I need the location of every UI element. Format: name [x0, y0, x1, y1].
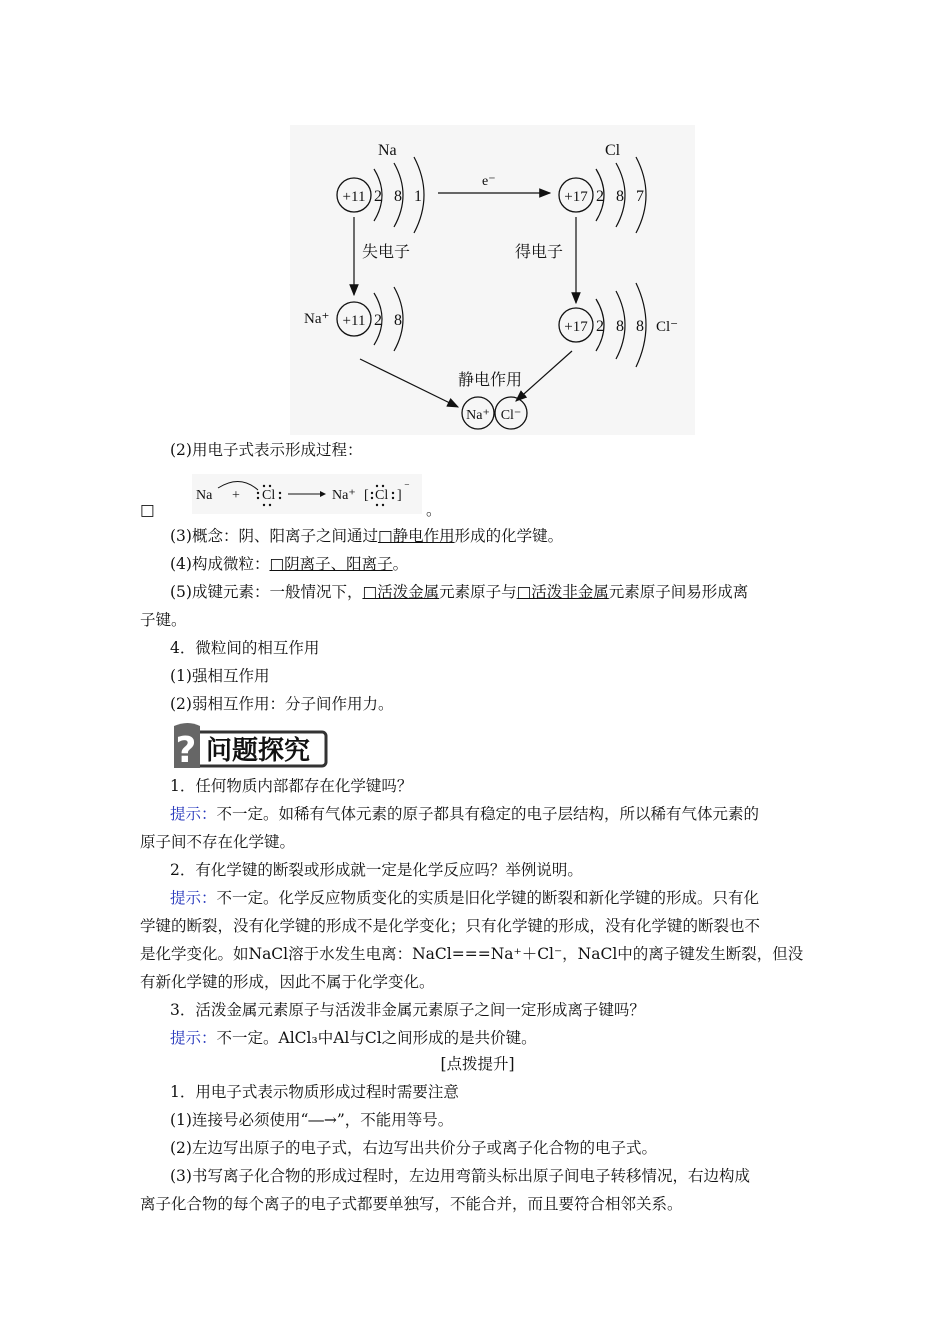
attraction-label: 静电作用 — [458, 372, 523, 389]
product-cl: Cl⁻ — [500, 408, 522, 423]
na-nucleus-charge: +11 — [342, 189, 366, 205]
section-4-particles: (4)构成微粒：□阴离子、阳离子。 — [170, 555, 409, 573]
banner-title: 问题探究 — [206, 736, 311, 766]
gain-electron-label: 得电子 — [515, 244, 564, 261]
svg-text:+: + — [232, 488, 240, 503]
section-5-cont: 子键。 — [140, 611, 187, 629]
answer-2-line-3: 是化学变化。如NaCl溶于水发生电离：NaCl===Na⁺＋Cl⁻，NaCl中的离子键发生断裂，但没 — [140, 945, 804, 963]
lose-electron-label: 失电子 — [362, 244, 411, 261]
section-2-heading: (2)用电子式表示形成过程： — [170, 441, 363, 459]
cl-nucleus-charge: +17 — [564, 189, 588, 205]
cl-shell-1: 2 — [596, 188, 604, 205]
answer-box: □ — [140, 501, 155, 519]
na-ion-charge: +11 — [342, 313, 366, 329]
svg-text:Na⁺: Na⁺ — [332, 488, 356, 503]
na-ion-shell-2: 8 — [394, 312, 402, 329]
cl-ion-shell-1: 2 — [596, 318, 604, 335]
question-1: 1．任何物质内部都存在化学键吗？ — [170, 777, 413, 795]
electron-label: e⁻ — [482, 174, 496, 189]
section-3-concept: (3)概念：阴、阳离子之间通过□静电作用形成的化学键。 — [170, 527, 564, 545]
svg-text:]: ] — [397, 488, 402, 503]
na-shell-1: 2 — [374, 188, 382, 205]
answer-3: 提示：不一定。AlCl₃中Al与Cl之间形成的是共价键。 — [170, 1029, 537, 1047]
tip-heading: [点拨提升] — [440, 1055, 515, 1073]
svg-text:Na: Na — [196, 488, 213, 503]
svg-text:[: [ — [364, 488, 369, 503]
cl-ion-symbol: Cl⁻ — [656, 319, 679, 335]
question-2: 2．有化学键的断裂或形成就一定是化学反应吗？举例说明。 — [170, 861, 583, 879]
section-5-elements: (5)成键元素：一般情况下，□活泼金属元素原子与□活泼非金属元素原子间易形成离 — [170, 583, 749, 601]
question-3: 3．活泼金属元素原子与活泼非金属元素原子之间一定形成离子键吗？ — [170, 1001, 645, 1019]
item-4-2: (2)弱相互作用：分子间作用力。 — [170, 695, 394, 713]
answer-1-line-2: 原子间不存在化学键。 — [140, 833, 296, 851]
formula-end: 。 — [426, 501, 442, 519]
tip-1-3-line-2: 离子化合物的每个离子的电子式都要单独写，不能合并，而且要符合相邻关系。 — [140, 1195, 683, 1213]
tip-1-1: (1)连接号必须使用“―→”，不能用等号。 — [170, 1111, 454, 1129]
answer-2-line-2: 学键的断裂，没有化学键的形成不是化学变化；只有化学键的形成，没有化学键的断裂也不 — [140, 917, 761, 935]
na-ion-shell-1: 2 — [374, 312, 382, 329]
question-mark-icon: ? — [175, 730, 197, 770]
cl-shell-3: 7 — [636, 188, 644, 205]
electron-dot-formula — [192, 474, 422, 514]
answer-2-line-4: 有新化学键的形成，因此不属于化学变化。 — [140, 973, 435, 991]
cl-symbol: Cl — [605, 142, 621, 159]
answer-2-line-1: 提示：不一定。化学反应物质变化的实质是旧化学键的断裂和新化学键的形成。只有化 — [170, 889, 760, 907]
item-4-1: (1)强相互作用 — [170, 667, 270, 685]
tip-1-2: (2)左边写出原子的电子式，右边写出共价分子或离子化合物的电子式。 — [170, 1139, 657, 1157]
svg-text:Cl: Cl — [262, 488, 276, 503]
cl-shell-2: 8 — [616, 188, 624, 205]
ionic-bond-formation-diagram — [290, 125, 695, 435]
svg-text:⁻: ⁻ — [404, 481, 410, 493]
answer-1-line-1: 提示：不一定。如稀有气体元素的原子都具有稳定的电子层结构，所以稀有气体元素的 — [170, 805, 760, 823]
na-symbol: Na — [378, 142, 397, 159]
svg-text:Cl: Cl — [375, 488, 389, 503]
question-explore-banner — [172, 722, 330, 770]
tip-1: 1．用电子式表示物质形成过程时需要注意 — [170, 1083, 459, 1101]
product-na: Na⁺ — [466, 408, 490, 423]
cl-ion-shell-3: 8 — [636, 318, 644, 335]
na-ion-symbol: Na⁺ — [304, 311, 330, 327]
na-shell-2: 8 — [394, 188, 402, 205]
tip-1-3-line-1: (3)书写离子化合物的形成过程时，左边用弯箭头标出原子间电子转移情况，右边构成 — [170, 1167, 750, 1185]
cl-ion-charge: +17 — [564, 319, 588, 335]
cl-ion-shell-2: 8 — [616, 318, 624, 335]
na-shell-3: 1 — [414, 188, 422, 205]
item-4-heading: 4．微粒间的相互作用 — [170, 639, 320, 657]
